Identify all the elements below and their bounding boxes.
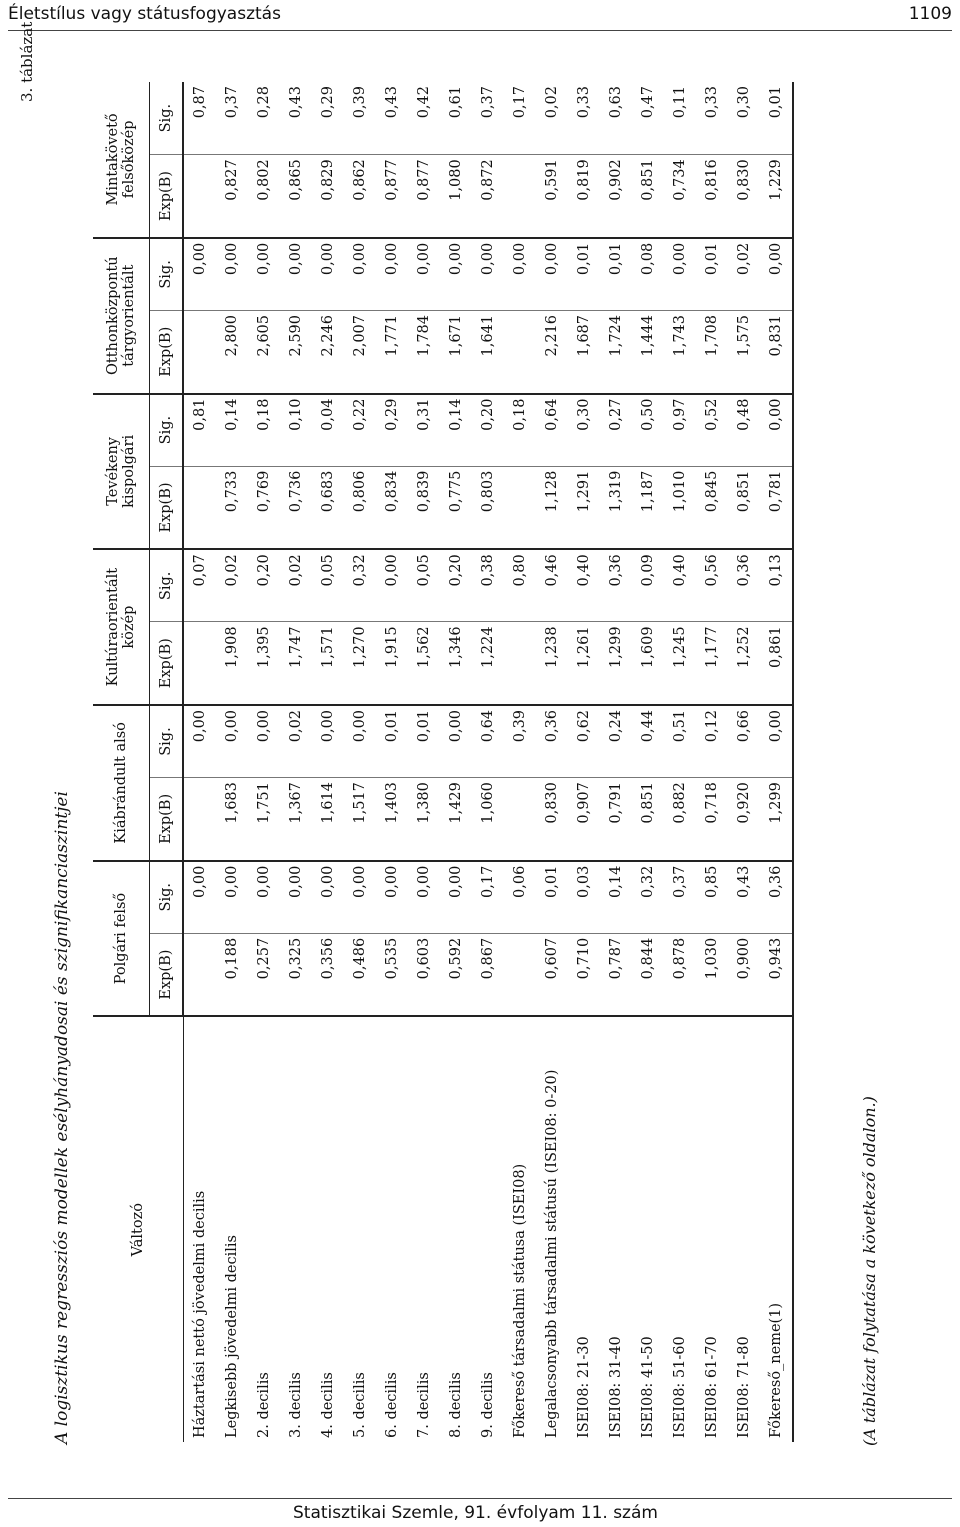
exp-b-cell: 0,718 [696, 778, 728, 861]
exp-b-cell: 0,188 [216, 933, 248, 1016]
row-label: Háztartási nettó jövedelmi decilis [191, 1190, 208, 1438]
sig-cell: 0,36 [728, 549, 760, 622]
exp-b-cell: 1,060 [472, 778, 504, 861]
sig-cell: 0,36 [600, 549, 632, 622]
exp-b-cell: 0,900 [728, 933, 760, 1016]
sig-cell: 0,00 [440, 238, 472, 311]
exp-b-cell: 1,187 [632, 466, 664, 549]
sig-cell: 0,33 [696, 82, 728, 155]
exp-b-cell: 0,862 [344, 155, 376, 238]
row-label: 8. decilis [448, 1372, 464, 1438]
exp-b-cell: 0,872 [472, 155, 504, 238]
exp-b-header: Exp(B) [150, 622, 184, 705]
sig-cell: 0,52 [696, 394, 728, 467]
sig-header: Sig. [150, 394, 184, 467]
exp-b-cell: 0,816 [696, 155, 728, 238]
sig-cell: 0,17 [504, 82, 536, 155]
exp-b-cell: 0,851 [632, 778, 664, 861]
table-label: 3. táblázat [18, 21, 36, 102]
sig-cell: 0,00 [280, 238, 312, 311]
exp-b-cell: 1,270 [344, 622, 376, 705]
sig-cell: 0,00 [216, 705, 248, 778]
table-row [472, 82, 504, 1442]
sig-cell: 0,64 [472, 705, 504, 778]
sig-cell: 0,05 [312, 549, 344, 622]
exp-b-cell: 2,590 [280, 310, 312, 393]
group-header-row [93, 82, 150, 1442]
row-label: ISEI08: 31-40 [608, 1336, 624, 1438]
table-row [728, 82, 760, 1442]
exp-b-cell [183, 933, 216, 1016]
row-label: Legkisebb jövedelmi decilis [224, 1235, 240, 1438]
exp-b-cell: 1,429 [440, 778, 472, 861]
group-header: Kultúraorientált közép [93, 549, 150, 705]
exp-b-cell: 2,800 [216, 310, 248, 393]
table-row [280, 82, 312, 1442]
exp-b-cell: 1,177 [696, 622, 728, 705]
exp-b-cell: 0,867 [472, 933, 504, 1016]
group-header: Polgári felső [93, 861, 150, 1017]
row-label: ISEI08: 51-60 [672, 1336, 688, 1438]
sig-cell: 0,02 [280, 549, 312, 622]
table-row [568, 82, 600, 1442]
exp-b-cell: 1,252 [728, 622, 760, 705]
sig-cell: 0,00 [664, 238, 696, 311]
exp-b-cell: 0,325 [280, 933, 312, 1016]
sig-cell: 0,61 [440, 82, 472, 155]
sig-cell: 0,36 [760, 861, 793, 934]
exp-b-cell: 1,908 [216, 622, 248, 705]
sig-cell: 0,14 [600, 861, 632, 934]
sig-cell: 0,00 [376, 549, 408, 622]
sig-cell: 0,20 [472, 394, 504, 467]
exp-b-cell: 0,830 [536, 778, 568, 861]
exp-b-cell: 0,486 [344, 933, 376, 1016]
sig-cell: 0,00 [376, 238, 408, 311]
sig-cell: 0,32 [344, 549, 376, 622]
exp-b-cell: 0,736 [280, 466, 312, 549]
sig-cell: 0,43 [280, 82, 312, 155]
sig-cell: 0,08 [632, 238, 664, 311]
sig-cell: 0,00 [344, 861, 376, 934]
sig-cell: 0,00 [312, 238, 344, 311]
exp-b-cell: 0,733 [216, 466, 248, 549]
group-header: Mintakövető felsőközép [93, 82, 150, 238]
sig-cell: 0,27 [600, 394, 632, 467]
sig-cell: 0,33 [568, 82, 600, 155]
exp-b-cell: 0,257 [248, 933, 280, 1016]
sig-cell: 0,81 [183, 394, 216, 467]
exp-b-cell: 1,614 [312, 778, 344, 861]
sig-cell: 0,07 [183, 549, 216, 622]
variable-header: Változó [93, 1016, 183, 1442]
exp-b-cell: 0,827 [216, 155, 248, 238]
exp-b-header: Exp(B) [150, 155, 184, 238]
exp-b-cell: 1,238 [536, 622, 568, 705]
table-row [216, 82, 248, 1442]
sig-cell: 0,00 [536, 238, 568, 311]
sig-cell: 0,00 [472, 238, 504, 311]
table-row [664, 82, 696, 1442]
exp-b-cell: 0,877 [408, 155, 440, 238]
exp-b-cell: 1,687 [568, 310, 600, 393]
row-label: 3. decilis [288, 1372, 304, 1438]
table-row [600, 82, 632, 1442]
sig-cell: 0,37 [472, 82, 504, 155]
exp-b-header: Exp(B) [150, 933, 184, 1016]
sig-cell: 0,48 [728, 394, 760, 467]
exp-b-cell: 0,802 [248, 155, 280, 238]
exp-b-cell: 1,380 [408, 778, 440, 861]
exp-b-cell: 0,882 [664, 778, 696, 861]
exp-b-cell: 1,319 [600, 466, 632, 549]
sig-cell: 0,43 [376, 82, 408, 155]
exp-b-cell: 1,346 [440, 622, 472, 705]
exp-b-cell: 0,781 [760, 466, 793, 549]
exp-b-cell: 1,609 [632, 622, 664, 705]
sig-cell: 0,00 [280, 861, 312, 934]
sig-cell: 0,02 [536, 82, 568, 155]
sig-cell: 0,09 [632, 549, 664, 622]
exp-b-cell: 0,791 [600, 778, 632, 861]
sig-header: Sig. [150, 861, 184, 934]
sig-cell: 0,00 [344, 705, 376, 778]
sig-cell: 0,56 [696, 549, 728, 622]
sig-cell: 0,01 [408, 705, 440, 778]
sig-cell: 0,02 [280, 705, 312, 778]
sig-cell: 0,03 [568, 861, 600, 934]
row-label: 7. decilis [416, 1372, 432, 1438]
running-title: Életstílus vagy státusfogyasztás [8, 4, 281, 24]
row-label: Legalacsonyabb társadalmi státusú (ISEI08: 0-20) [544, 1069, 560, 1438]
row-label: ISEI08: 61-70 [704, 1336, 720, 1438]
exp-b-cell: 0,710 [568, 933, 600, 1016]
sig-cell: 0,01 [600, 238, 632, 311]
sig-cell: 0,00 [248, 861, 280, 934]
exp-b-cell: 0,865 [280, 155, 312, 238]
sig-cell: 0,00 [183, 705, 216, 778]
sig-cell: 0,00 [408, 861, 440, 934]
exp-b-cell: 1,299 [600, 622, 632, 705]
table-body [183, 82, 793, 1442]
exp-b-cell: 2,246 [312, 310, 344, 393]
row-label: Főkereső_neme(1) [760, 1016, 793, 1442]
sig-cell: 0,66 [728, 705, 760, 778]
exp-b-cell: 1,224 [472, 622, 504, 705]
exp-b-cell: 0,356 [312, 933, 344, 1016]
sig-cell: 0,51 [664, 705, 696, 778]
exp-b-cell: 1,291 [568, 466, 600, 549]
row-label: ISEI08: 21-30 [576, 1336, 592, 1438]
exp-b-cell: 0,920 [728, 778, 760, 861]
sig-header: Sig. [150, 82, 184, 155]
sig-cell: 0,00 [216, 861, 248, 934]
exp-b-cell: 1,575 [728, 310, 760, 393]
exp-b-cell: 1,771 [376, 310, 408, 393]
row-label: Főkereső társadalmi státusa (ISEI08) [512, 1163, 528, 1438]
sig-cell: 0,00 [216, 238, 248, 311]
exp-b-cell [504, 310, 536, 393]
sig-cell: 0,38 [472, 549, 504, 622]
table-row [183, 82, 216, 1442]
exp-b-cell: 0,839 [408, 466, 440, 549]
row-label: 4. decilis [320, 1372, 336, 1438]
exp-b-cell: 0,775 [440, 466, 472, 549]
exp-b-cell [504, 778, 536, 861]
sig-cell: 0,01 [376, 705, 408, 778]
exp-b-cell: 0,877 [376, 155, 408, 238]
table-row [376, 82, 408, 1442]
exp-b-cell: 0,603 [408, 933, 440, 1016]
sig-cell: 0,17 [472, 861, 504, 934]
sig-header: Sig. [150, 705, 184, 778]
sig-cell: 0,37 [664, 861, 696, 934]
sig-cell: 0,12 [696, 705, 728, 778]
exp-b-cell: 0,535 [376, 933, 408, 1016]
sig-cell: 0,28 [248, 82, 280, 155]
sig-cell: 0,00 [344, 238, 376, 311]
exp-b-cell: 0,861 [760, 622, 793, 705]
sig-cell: 0,00 [408, 238, 440, 311]
sig-cell: 0,64 [536, 394, 568, 467]
sig-cell: 0,43 [728, 861, 760, 934]
sig-cell: 0,29 [312, 82, 344, 155]
sig-cell: 0,01 [568, 238, 600, 311]
sig-cell: 0,50 [632, 394, 664, 467]
sig-cell: 0,39 [344, 82, 376, 155]
exp-b-cell: 0,819 [568, 155, 600, 238]
sig-cell: 0,87 [183, 82, 216, 155]
sig-cell: 0,13 [760, 549, 793, 622]
group-header: Kiábrándult alsó [93, 705, 150, 861]
exp-b-cell [504, 622, 536, 705]
table-row [536, 82, 568, 1442]
sig-cell: 0,29 [376, 394, 408, 467]
exp-b-cell: 0,829 [312, 155, 344, 238]
row-label: 2. decilis [256, 1372, 272, 1438]
exp-b-cell: 1,641 [472, 310, 504, 393]
sig-cell: 0,00 [248, 705, 280, 778]
sig-cell: 0,14 [440, 394, 472, 467]
continuation-note: (A táblázat folytatása a következő oldalon.) [860, 1096, 879, 1446]
table-title: A logisztikus regressziós modellek esélyhányadosai és szignifikanciaszintjei [52, 791, 72, 1444]
exp-b-cell: 0,734 [664, 155, 696, 238]
table-row [696, 82, 728, 1442]
group-header: Otthonközpontú tárgyorientált [93, 238, 150, 394]
exp-b-cell: 1,261 [568, 622, 600, 705]
exp-b-cell: 1,444 [632, 310, 664, 393]
exp-b-cell [504, 466, 536, 549]
exp-b-cell: 1,229 [760, 155, 793, 238]
sig-cell: 0,39 [504, 705, 536, 778]
row-label: 6. decilis [384, 1372, 400, 1438]
sig-cell: 0,00 [504, 238, 536, 311]
exp-b-cell: 1,708 [696, 310, 728, 393]
regression-table [93, 82, 794, 1442]
row-label: 9. decilis [480, 1372, 496, 1438]
sig-cell: 0,18 [504, 394, 536, 467]
journal-citation: Statisztikai Szemle, 91. évfolyam 11. szám [293, 1503, 658, 1523]
sig-cell: 0,20 [440, 549, 472, 622]
sig-cell: 0,00 [376, 861, 408, 934]
sig-cell: 0,36 [536, 705, 568, 778]
sig-cell: 0,24 [600, 705, 632, 778]
sig-cell: 0,30 [568, 394, 600, 467]
exp-b-cell: 1,395 [248, 622, 280, 705]
sig-cell: 0,00 [312, 705, 344, 778]
exp-b-header: Exp(B) [150, 310, 184, 393]
sig-cell: 0,37 [216, 82, 248, 155]
sig-cell: 0,10 [280, 394, 312, 467]
sig-cell: 0,00 [440, 861, 472, 934]
row-label: ISEI08: 71-80 [736, 1336, 752, 1438]
sig-cell: 0,01 [760, 82, 793, 155]
exp-b-cell: 1,747 [280, 622, 312, 705]
sig-cell: 0,04 [312, 394, 344, 467]
table-row [760, 82, 793, 1442]
exp-b-header: Exp(B) [150, 466, 184, 549]
exp-b-cell: 0,683 [312, 466, 344, 549]
sig-cell: 0,01 [536, 861, 568, 934]
sig-cell: 0,46 [536, 549, 568, 622]
sig-cell: 0,00 [760, 238, 793, 311]
exp-b-cell: 0,851 [728, 466, 760, 549]
sig-cell: 0,00 [183, 861, 216, 934]
sig-cell: 0,42 [408, 82, 440, 155]
exp-b-cell: 0,607 [536, 933, 568, 1016]
sig-cell: 0,00 [183, 238, 216, 311]
exp-b-cell [183, 778, 216, 861]
exp-b-cell: 1,030 [696, 933, 728, 1016]
sig-cell: 0,00 [760, 394, 793, 467]
exp-b-cell: 0,787 [600, 933, 632, 1016]
exp-b-cell: 0,769 [248, 466, 280, 549]
exp-b-cell [183, 310, 216, 393]
exp-b-cell [504, 933, 536, 1016]
exp-b-cell [183, 155, 216, 238]
sig-cell: 0,62 [568, 705, 600, 778]
sig-cell: 0,80 [504, 549, 536, 622]
sig-cell: 0,47 [632, 82, 664, 155]
sig-cell: 0,00 [248, 238, 280, 311]
exp-b-cell: 0,943 [760, 933, 793, 1016]
exp-b-cell [504, 155, 536, 238]
row-label: 5. decilis [352, 1372, 368, 1438]
exp-b-cell: 2,007 [344, 310, 376, 393]
exp-b-cell: 1,299 [760, 778, 793, 861]
sig-cell: 0,00 [312, 861, 344, 934]
exp-b-cell: 0,806 [344, 466, 376, 549]
table-row [632, 82, 664, 1442]
exp-b-cell: 0,845 [696, 466, 728, 549]
sig-cell: 0,97 [664, 394, 696, 467]
sig-cell: 0,00 [760, 705, 793, 778]
exp-b-cell: 0,834 [376, 466, 408, 549]
exp-b-cell: 2,605 [248, 310, 280, 393]
sig-cell: 0,20 [248, 549, 280, 622]
exp-b-cell: 1,571 [312, 622, 344, 705]
sig-cell: 0,22 [344, 394, 376, 467]
row-label: ISEI08: 41-50 [640, 1336, 656, 1438]
exp-b-cell: 1,683 [216, 778, 248, 861]
exp-b-cell: 1,517 [344, 778, 376, 861]
exp-b-cell: 1,724 [600, 310, 632, 393]
exp-b-cell: 0,830 [728, 155, 760, 238]
sig-cell: 0,06 [504, 861, 536, 934]
exp-b-cell: 1,403 [376, 778, 408, 861]
exp-b-cell: 2,216 [536, 310, 568, 393]
sig-header: Sig. [150, 238, 184, 311]
exp-b-cell: 1,128 [536, 466, 568, 549]
sig-cell: 0,02 [728, 238, 760, 311]
exp-b-cell: 1,671 [440, 310, 472, 393]
sig-cell: 0,63 [600, 82, 632, 155]
exp-b-cell: 0,831 [760, 310, 793, 393]
exp-b-cell: 0,902 [600, 155, 632, 238]
sig-cell: 0,44 [632, 705, 664, 778]
exp-b-cell: 1,245 [664, 622, 696, 705]
sig-cell: 0,40 [568, 549, 600, 622]
exp-b-cell: 0,591 [536, 155, 568, 238]
table-row [312, 82, 344, 1442]
table-row [344, 82, 376, 1442]
exp-b-cell: 1,367 [280, 778, 312, 861]
page-number: 1109 [908, 4, 952, 24]
sig-cell: 0,18 [248, 394, 280, 467]
exp-b-cell: 1,080 [440, 155, 472, 238]
page-footer [8, 1498, 952, 1527]
sig-cell: 0,11 [664, 82, 696, 155]
exp-b-cell [183, 466, 216, 549]
group-header: Tevékeny kispolgári [93, 394, 150, 550]
sig-header: Sig. [150, 549, 184, 622]
exp-b-cell: 0,878 [664, 933, 696, 1016]
exp-b-cell: 1,915 [376, 622, 408, 705]
sig-cell: 0,05 [408, 549, 440, 622]
sig-cell: 0,02 [216, 549, 248, 622]
exp-b-cell: 1,784 [408, 310, 440, 393]
exp-b-cell: 1,751 [248, 778, 280, 861]
sig-cell: 0,85 [696, 861, 728, 934]
table-row [504, 82, 536, 1442]
sig-cell: 0,32 [632, 861, 664, 934]
exp-b-cell: 0,851 [632, 155, 664, 238]
sig-cell: 0,00 [440, 705, 472, 778]
exp-b-cell: 1,010 [664, 466, 696, 549]
exp-b-cell: 0,907 [568, 778, 600, 861]
sig-cell: 0,40 [664, 549, 696, 622]
table-row [408, 82, 440, 1442]
sig-cell: 0,30 [728, 82, 760, 155]
table-row [440, 82, 472, 1442]
exp-b-cell: 0,803 [472, 466, 504, 549]
sig-cell: 0,31 [408, 394, 440, 467]
exp-b-cell: 1,562 [408, 622, 440, 705]
exp-b-header: Exp(B) [150, 778, 184, 861]
sig-cell: 0,01 [696, 238, 728, 311]
exp-b-cell: 1,743 [664, 310, 696, 393]
sig-cell: 0,14 [216, 394, 248, 467]
exp-b-cell: 0,592 [440, 933, 472, 1016]
exp-b-cell [183, 622, 216, 705]
exp-b-cell: 0,844 [632, 933, 664, 1016]
table-row [248, 82, 280, 1442]
